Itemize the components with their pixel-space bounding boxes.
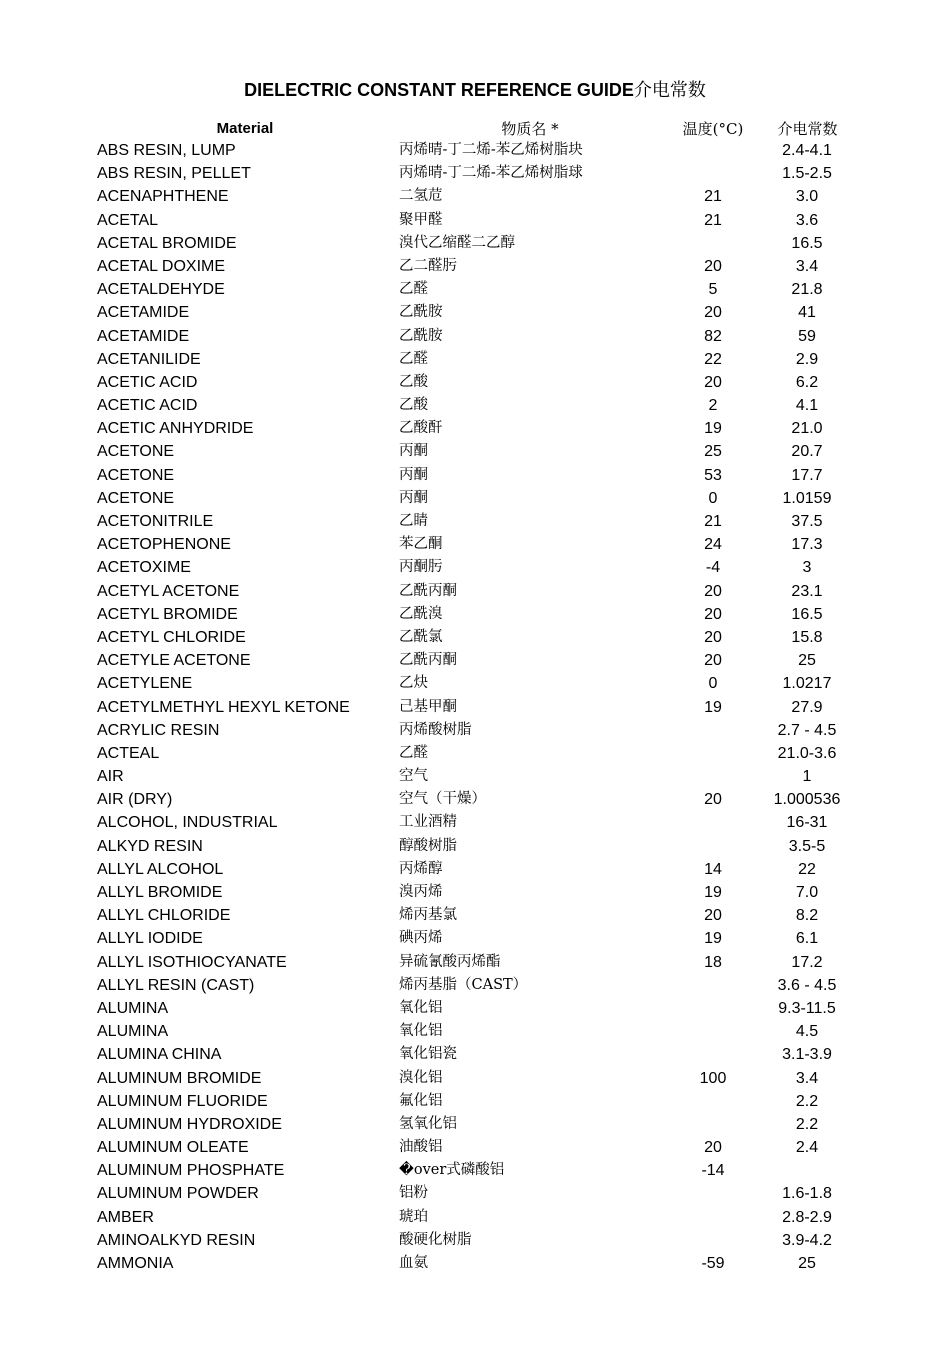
dielectric-constant-cell: 21.0 — [791, 420, 823, 438]
title-chinese: 介电常数 — [633, 80, 706, 101]
title-english: DIELECTRIC CONSTANT REFERENCE GUIDE — [244, 80, 634, 100]
temperature-cell: 21 — [704, 188, 722, 206]
chinese-name-cell: 氟化铝 — [399, 1092, 443, 1109]
material-cell: ACETAL BROMIDE — [97, 234, 237, 252]
material-cell: ALCOHOL, INDUSTRIAL — [97, 814, 278, 832]
material-cell: ACTEAL — [97, 744, 160, 762]
material-cell: ACETOXIME — [97, 559, 191, 577]
table-row — [0, 139, 950, 162]
chinese-name-cell: 醇酸树脂 — [399, 837, 457, 854]
dielectric-constant-cell: 8.2 — [795, 907, 819, 925]
table-row — [0, 696, 950, 719]
column-header-dielectric-constant: 介电常数 — [777, 120, 838, 138]
table-row — [0, 1206, 950, 1229]
material-cell: ALUMINUM PHOSPHATE — [97, 1162, 285, 1180]
dielectric-constant-cell: 17.2 — [791, 953, 823, 971]
material-cell: ACETIC ANHYDRIDE — [97, 420, 254, 438]
material-cell: ALUMINA — [97, 1023, 169, 1041]
chinese-name-cell: 空气（干燥） — [399, 791, 486, 808]
chinese-name-cell: 氧化铝 — [399, 1023, 443, 1040]
table-row — [0, 811, 950, 834]
dielectric-constant-cell: 59 — [798, 327, 816, 345]
chinese-name-cell: 铝粉 — [399, 1185, 428, 1202]
chinese-name-cell: 二氢苊 — [399, 188, 443, 205]
table-row — [0, 510, 950, 533]
temperature-cell: -4 — [705, 559, 721, 577]
table-row — [0, 185, 950, 208]
material-cell: ACETANILIDE — [97, 350, 201, 368]
temperature-cell: 53 — [704, 466, 722, 484]
chinese-name-cell: 酸硬化树脂 — [399, 1231, 472, 1248]
table-row — [0, 1090, 950, 1113]
dielectric-constant-cell: 21.0-3.6 — [777, 744, 837, 762]
temperature-cell: 20 — [704, 304, 722, 322]
chinese-name-cell: 乙二醛肟 — [399, 257, 457, 274]
table-row — [0, 997, 950, 1020]
temperature-cell: 20 — [704, 257, 722, 275]
chinese-name-cell: 乙醛 — [399, 350, 428, 367]
material-cell: ALUMINUM POWDER — [97, 1185, 259, 1203]
chinese-name-cell: 工业酒精 — [399, 814, 457, 831]
temperature-cell: 2 — [708, 397, 718, 415]
temperature-cell: 20 — [704, 582, 722, 600]
temperature-cell: 19 — [704, 930, 722, 948]
material-cell: ACETONE — [97, 489, 175, 507]
table-row — [0, 1229, 950, 1252]
dielectric-constant-cell: 2.2 — [795, 1092, 819, 1110]
dielectric-constant-cell: 2.4-4.1 — [782, 142, 832, 159]
chinese-name-cell: 溴丙烯 — [399, 884, 443, 900]
table-row — [0, 1113, 950, 1136]
table-row — [0, 626, 950, 649]
chinese-name-cell: 溴代乙缩醛二乙醇 — [399, 234, 515, 251]
chinese-name-cell: 丙酮肟 — [399, 559, 443, 576]
dielectric-constant-cell: 1.0159 — [782, 489, 832, 507]
chinese-name-cell: 丙烯酸树脂 — [399, 721, 472, 738]
material-cell: ACETONE — [97, 466, 175, 484]
dielectric-constant-cell: 9.3-11.5 — [778, 999, 836, 1017]
material-cell: ACETIC ACID — [97, 397, 198, 415]
temperature-cell: 21 — [704, 513, 722, 530]
column-header-temperature: 温度(°C) — [682, 120, 744, 138]
chinese-name-cell: 丙烯醇 — [399, 860, 443, 877]
chinese-name-cell: 己基甲酮 — [399, 698, 457, 715]
material-cell: ALLYL BROMIDE — [97, 884, 223, 901]
chinese-name-cell: 油酸铝 — [399, 1139, 443, 1156]
table-row — [0, 301, 950, 324]
table-body — [0, 139, 950, 1275]
dielectric-constant-cell: 3 — [802, 559, 812, 577]
table-row — [0, 1067, 950, 1090]
chinese-name-cell: 丙酮 — [399, 443, 428, 460]
chinese-name-cell: �over式磷酸铝 — [399, 1162, 505, 1179]
temperature-cell: 21 — [704, 211, 722, 229]
material-cell: ALLYL ALCOHOL — [97, 860, 224, 878]
table-row — [0, 881, 950, 904]
chinese-name-cell: 血氨 — [399, 1255, 428, 1271]
chinese-name-cell: 琥珀 — [399, 1208, 428, 1225]
temperature-cell: 20 — [704, 1139, 722, 1157]
temperature-cell: 19 — [704, 884, 722, 901]
material-cell: ALLYL IODIDE — [97, 930, 203, 948]
column-header-material: Material — [216, 120, 274, 137]
material-cell: ACETOPHENONE — [97, 536, 231, 554]
dielectric-constant-cell: 6.2 — [795, 373, 819, 391]
temperature-cell: 19 — [704, 698, 722, 716]
material-cell: ALUMINUM FLUORIDE — [97, 1092, 268, 1110]
material-cell: ALUMINA — [97, 999, 169, 1017]
chinese-name-cell: 烯丙基氯 — [399, 907, 457, 924]
chinese-name-cell: 乙炔 — [399, 675, 428, 692]
chinese-name-cell: 丙酮 — [399, 466, 428, 483]
dielectric-constant-cell: 3.4 — [795, 1069, 819, 1087]
table-row — [0, 765, 950, 788]
dielectric-constant-cell: 1.6-1.8 — [782, 1185, 832, 1203]
chinese-name-cell: 聚甲醛 — [399, 211, 443, 228]
dielectric-constant-cell: 6.1 — [795, 930, 819, 948]
material-cell: ACETALDEHYDE — [97, 281, 225, 299]
material-cell: ACETAMIDE — [97, 304, 190, 322]
table-row — [0, 580, 950, 603]
temperature-cell: -14 — [701, 1162, 725, 1180]
table-row — [0, 858, 950, 881]
chinese-name-cell: 乙酰溴 — [399, 605, 443, 622]
chinese-name-cell: 溴化铝 — [399, 1069, 443, 1086]
material-cell: ACETYLENE — [97, 675, 193, 693]
dielectric-constant-cell: 4.5 — [795, 1023, 819, 1041]
dielectric-constant-cell: 1 — [802, 768, 812, 786]
table-row — [0, 162, 950, 185]
material-cell: ACETYLMETHYL HEXYL KETONE — [97, 698, 350, 716]
table-row — [0, 835, 950, 858]
material-cell: ALLYL CHLORIDE — [97, 907, 231, 925]
material-cell: AMMONIA — [97, 1255, 174, 1272]
material-cell: ACETYL BROMIDE — [97, 605, 238, 623]
temperature-cell: 19 — [704, 420, 722, 438]
temperature-cell: 24 — [704, 536, 722, 554]
material-cell: ACETAL — [97, 211, 159, 229]
dielectric-constant-cell: 2.7 - 4.5 — [777, 721, 837, 739]
material-cell: ALUMINA CHINA — [97, 1046, 222, 1064]
chinese-name-cell: 乙睛 — [399, 513, 428, 529]
dielectric-constant-cell: 25 — [798, 652, 816, 670]
dielectric-constant-cell: 4.1 — [795, 397, 819, 415]
dielectric-constant-cell: 41 — [798, 304, 816, 322]
table-row — [0, 278, 950, 301]
table-row — [0, 325, 950, 348]
table-row — [0, 904, 950, 927]
table-row — [0, 1252, 950, 1275]
chinese-name-cell: 乙酰胺 — [399, 327, 443, 344]
material-cell: ACETIC ACID — [97, 373, 198, 391]
dielectric-constant-cell: 2.4 — [795, 1139, 819, 1157]
material-cell: ACETYL ACETONE — [97, 582, 240, 600]
material-cell: AMINOALKYD RESIN — [97, 1231, 256, 1249]
chinese-name-cell: 乙酸 — [399, 397, 428, 414]
temperature-cell: 20 — [704, 652, 722, 670]
dielectric-constant-cell: 2.2 — [795, 1115, 819, 1133]
dielectric-constant-cell: 2.9 — [795, 350, 819, 368]
dielectric-constant-cell: 3.5-5 — [788, 837, 826, 855]
dielectric-constant-cell: 3.6 - 4.5 — [777, 976, 837, 994]
chinese-name-cell: 乙酸酐 — [399, 420, 443, 437]
temperature-cell: 5 — [708, 281, 718, 299]
dielectric-constant-cell: 16-31 — [786, 814, 828, 832]
chinese-name-cell: 苯乙酮 — [399, 536, 443, 553]
table-row — [0, 348, 950, 371]
dielectric-constant-cell: 15.8 — [791, 628, 823, 646]
table-row — [0, 603, 950, 626]
temperature-cell: 22 — [704, 350, 722, 368]
material-cell: ALLYL ISOTHIOCYANATE — [97, 953, 287, 971]
dielectric-constant-cell: 1.0217 — [782, 675, 832, 693]
dielectric-constant-cell: 20.7 — [791, 443, 823, 461]
chinese-name-cell: 碘丙烯 — [399, 930, 443, 947]
dielectric-constant-cell: 3.6 — [795, 211, 819, 229]
chinese-name-cell: 空气 — [399, 768, 428, 785]
dielectric-constant-cell: 1.5-2.5 — [782, 165, 832, 183]
material-cell: ALUMINUM BROMIDE — [97, 1069, 262, 1087]
dielectric-constant-cell: 17.3 — [791, 536, 823, 554]
table-row — [0, 417, 950, 440]
table-row — [0, 974, 950, 997]
material-cell: ACETAMIDE — [97, 327, 190, 345]
material-cell: ACETONITRILE — [97, 513, 214, 530]
chinese-name-cell: 乙酰丙酮 — [399, 582, 457, 599]
chinese-name-cell: 乙酰胺 — [399, 304, 443, 321]
dielectric-constant-cell: 7.0 — [795, 884, 819, 901]
chinese-name-cell: 乙酸 — [399, 373, 428, 390]
material-cell: AMBER — [97, 1208, 154, 1226]
temperature-cell: 100 — [699, 1069, 727, 1087]
dielectric-constant-cell: 22 — [798, 860, 816, 878]
chinese-name-cell: 乙酰氯 — [399, 628, 443, 645]
table-header — [0, 118, 950, 140]
material-cell: ACRYLIC RESIN — [97, 721, 220, 739]
temperature-cell: 18 — [704, 953, 722, 971]
table-row — [0, 1020, 950, 1043]
chinese-name-cell: 乙酰丙酮 — [399, 652, 457, 669]
material-cell: AIR (DRY) — [97, 791, 173, 809]
dielectric-constant-cell: 23.1 — [791, 582, 823, 600]
table-row — [0, 1159, 950, 1182]
dielectric-constant-cell: 25 — [798, 1255, 816, 1272]
table-row — [0, 927, 950, 950]
temperature-cell: 20 — [704, 373, 722, 391]
chinese-name-cell: 丙烯晴-丁二烯-苯乙烯树脂球 — [399, 165, 583, 182]
chinese-name-cell: 乙醛 — [399, 744, 428, 761]
dielectric-constant-cell: 2.8-2.9 — [782, 1208, 832, 1226]
material-cell: ACENAPHTHENE — [97, 188, 229, 206]
material-cell: ALKYD RESIN — [97, 837, 203, 855]
dielectric-constant-cell: 21.8 — [791, 281, 823, 299]
table-row — [0, 1136, 950, 1159]
dielectric-constant-cell: 16.5 — [791, 234, 823, 252]
temperature-cell: 20 — [704, 628, 722, 646]
page-title — [0, 76, 950, 102]
dielectric-constant-cell: 1.000536 — [773, 791, 841, 809]
dielectric-constant-cell: 3.9-4.2 — [782, 1231, 832, 1249]
chinese-name-cell: 烯丙基脂（CAST） — [399, 976, 528, 993]
material-cell: ALUMINUM HYDROXIDE — [97, 1115, 282, 1133]
material-cell: AIR — [97, 768, 124, 786]
table-row — [0, 951, 950, 974]
temperature-cell: 20 — [704, 907, 722, 925]
dielectric-constant-cell: 37.5 — [791, 513, 823, 530]
material-cell: ACETONE — [97, 443, 175, 461]
table-row — [0, 394, 950, 417]
material-cell: ABS RESIN, LUMP — [97, 142, 236, 159]
table-row — [0, 533, 950, 556]
temperature-cell: -59 — [701, 1255, 725, 1272]
dielectric-constant-cell: 17.7 — [791, 466, 823, 484]
temperature-cell: 20 — [704, 605, 722, 623]
table-row — [0, 719, 950, 742]
temperature-cell: 20 — [704, 791, 722, 809]
table-row — [0, 371, 950, 394]
table-row — [0, 209, 950, 232]
dielectric-constant-cell: 3.1-3.9 — [782, 1046, 832, 1064]
material-cell: ALUMINUM OLEATE — [97, 1139, 249, 1157]
temperature-cell: 82 — [704, 327, 722, 345]
table-row — [0, 742, 950, 765]
table-row — [0, 232, 950, 255]
chinese-name-cell: 氧化铝瓷 — [399, 1046, 457, 1063]
chinese-name-cell: 异硫氰酸丙烯酯 — [399, 953, 501, 970]
table-row — [0, 1043, 950, 1066]
chinese-name-cell: 氧化铝 — [399, 999, 443, 1016]
table-row — [0, 440, 950, 463]
material-cell: ALLYL RESIN (CAST) — [97, 976, 255, 994]
table-row — [0, 649, 950, 672]
material-cell: ACETYLE ACETONE — [97, 652, 251, 670]
temperature-cell: 0 — [708, 489, 718, 507]
dielectric-constant-cell: 27.9 — [791, 698, 823, 716]
chinese-name-cell: 乙醛 — [399, 281, 428, 298]
temperature-cell: 14 — [704, 860, 722, 878]
dielectric-constant-cell: 16.5 — [791, 605, 823, 623]
table-row — [0, 556, 950, 579]
column-header-chinese-name: 物质名 * — [501, 120, 559, 138]
table-row — [0, 1182, 950, 1205]
chinese-name-cell: 氢氧化铝 — [399, 1115, 457, 1132]
table-row — [0, 672, 950, 695]
material-cell: ABS RESIN, PELLET — [97, 165, 251, 183]
table-row — [0, 788, 950, 811]
table-row — [0, 464, 950, 487]
temperature-cell: 0 — [708, 675, 718, 693]
material-cell: ACETAL DOXIME — [97, 257, 226, 275]
temperature-cell: 25 — [704, 443, 722, 461]
dielectric-constant-cell: 3.0 — [795, 188, 819, 206]
table-row — [0, 487, 950, 510]
chinese-name-cell: 丙酮 — [399, 489, 428, 506]
chinese-name-cell: 丙烯晴-丁二烯-苯乙烯树脂块 — [399, 142, 583, 158]
table-row — [0, 255, 950, 278]
dielectric-constant-cell: 3.4 — [795, 257, 819, 275]
material-cell: ACETYL CHLORIDE — [97, 628, 246, 646]
